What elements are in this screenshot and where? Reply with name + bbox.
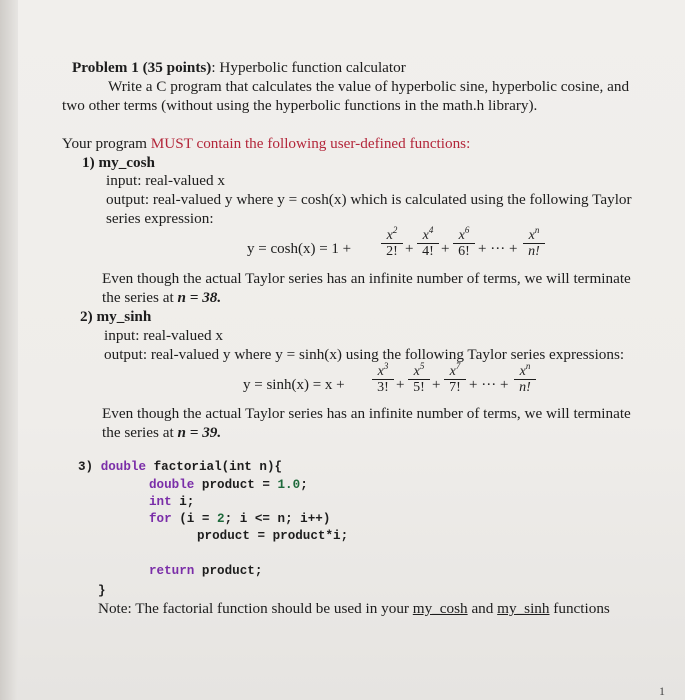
code-line-3 [149, 494, 194, 511]
factorial-note [98, 600, 610, 617]
code-text: product = [194, 478, 278, 492]
problem-title [72, 59, 406, 76]
note-func-sinh: my_sinh [497, 600, 550, 617]
sinh-term-x5: $\frac{x^5}{5!}$ [408, 365, 430, 395]
sinh-note-line2 [102, 424, 221, 441]
sinh-note-prefix: the series at [102, 424, 178, 441]
note-suffix: functions [549, 600, 610, 617]
problem-title-bold: Problem 1 (35 points) [72, 59, 212, 76]
cosh-input: input: real-valued x [106, 172, 225, 189]
problem-desc-line1: Write a C program that calculates the value of hyperbolic sine, hyperbolic cosine, and [108, 78, 630, 95]
code-line-1 [78, 459, 282, 476]
sinh-term-xn: $\frac{x^n}{n!}$ [514, 365, 536, 395]
sinh-heading: 2) my_sinh [80, 308, 152, 325]
cosh-heading: 1) my_cosh [82, 154, 155, 171]
cosh-note-value: n = 38. [177, 289, 222, 306]
problem-title-rest: : Hyperbolic function calculator [211, 59, 406, 76]
plus-sign: + [405, 241, 414, 257]
sinh-note-line1: Even though the actual Taylor series has an infinite number of terms, we will terminate [102, 405, 631, 422]
cosh-term-x6: $\frac{x^6}{6!}$ [453, 229, 475, 259]
intro-prefix: Your program [62, 135, 151, 152]
code-text: ; i <= n; i++) [224, 512, 331, 526]
code-line-4 [149, 511, 330, 528]
cosh-note-prefix: the series at [102, 289, 178, 306]
code-text: product; [194, 564, 263, 578]
code-number: 1.0 [277, 478, 301, 492]
plus-sign: + [396, 377, 405, 393]
code-text: i; [171, 495, 195, 509]
page-crease [0, 0, 18, 700]
cosh-term-x4: $\frac{x^4}{4!}$ [417, 229, 439, 259]
code-text: factorial(int n){ [146, 460, 283, 474]
note-prefix: Note: The factorial function should be used in your [98, 600, 413, 617]
intro-suffix: contain the following user-defined functions: [192, 135, 471, 152]
problem-desc-line2: two other terms (without using the hyperbolic functions in the math.h library). [62, 97, 538, 114]
code-keyword: return [149, 564, 195, 578]
code-text: ; [300, 478, 308, 492]
code-type: double [100, 460, 147, 474]
code-text: (i = [171, 512, 218, 526]
cosh-output-line1: output: real-valued y where y = cosh(x) which is calculated using the following Taylor [106, 191, 632, 208]
cosh-output-line2: series expression: [106, 210, 214, 227]
sinh-term-x7: $\frac{x^7}{7!}$ [444, 365, 466, 395]
sinh-note-value: n = 39. [177, 424, 222, 441]
code-line-5: product = product*i; [197, 529, 349, 543]
code-keyword: for [149, 512, 172, 526]
cosh-note-line1: Even though the actual Taylor series has an infinite number of terms, we will terminate [102, 270, 631, 287]
sinh-output-line1: output: real-valued y where y = sinh(x) using the following Taylor series expressions: [104, 346, 625, 363]
code-line-6 [149, 563, 262, 580]
intro-line [62, 135, 470, 152]
ellipsis: + ··· + [478, 241, 518, 257]
sinh-input: input: real-valued x [104, 327, 223, 344]
note-mid: and [467, 600, 498, 617]
code-item-number: 3) [78, 460, 101, 474]
cosh-note-line2 [102, 289, 221, 306]
note-func-cosh: my_cosh [412, 600, 468, 617]
code-type: double [149, 478, 195, 492]
plus-sign: + [441, 241, 450, 257]
sinh-term-x3: $\frac{x^3}{3!}$ [372, 365, 394, 395]
cosh-formula-lhs: y = cosh(x) = 1 + [247, 241, 352, 257]
cosh-term-x2: $\frac{x^2}{2!}$ [381, 229, 403, 259]
ellipsis: + ··· + [469, 377, 509, 393]
cosh-term-xn: $\frac{x^n}{n!}$ [523, 229, 545, 259]
code-type: int [149, 495, 172, 509]
code-number: 2 [217, 512, 225, 526]
sinh-formula-lhs: y = sinh(x) = x + [243, 377, 345, 393]
intro-highlight: MUST [150, 135, 193, 152]
plus-sign: + [432, 377, 441, 393]
code-line-2 [149, 477, 308, 494]
code-line-7: } [98, 584, 106, 598]
page-number: 1 [659, 684, 665, 698]
